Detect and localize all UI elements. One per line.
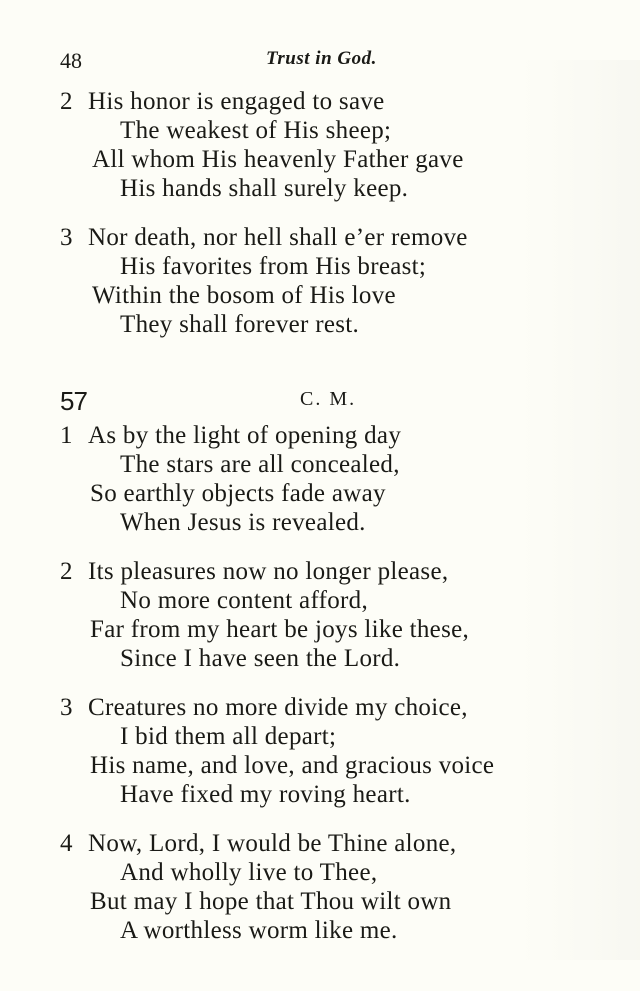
verse-line: Within the bosom of His love	[92, 282, 396, 309]
verse-number: 1	[60, 422, 73, 449]
hymn-number: 57	[60, 386, 87, 416]
verse-line-text: Nor death, nor hell shall e’er remove	[88, 224, 468, 251]
verse-number: 2	[60, 88, 73, 115]
verse-number: 4	[60, 830, 73, 857]
bleed-through-shading	[520, 60, 640, 960]
verse-line: His name, and love, and gracious voice	[90, 752, 495, 779]
verse-line-text: His honor is engaged to save	[88, 88, 385, 115]
verse-line: All whom His heavenly Father gave	[92, 146, 464, 173]
verse-line-text: Creatures no more divide my choice,	[88, 694, 468, 721]
verse-line: His hands shall surely keep.	[120, 175, 409, 202]
verse-line: Since I have seen the Lord.	[120, 645, 401, 672]
verse-line: A worthless worm like me.	[120, 917, 398, 944]
verse-line: No more content afford,	[120, 587, 369, 614]
verse-number: 2	[60, 558, 73, 585]
verse-line: And wholly live to Thee,	[120, 859, 378, 886]
verse-line: Far from my heart be joys like these,	[90, 616, 470, 643]
verse-line: The stars are all concealed,	[120, 451, 400, 478]
verse-line-text: Now, Lord, I would be Thine alone,	[88, 830, 457, 857]
verse-line: His favorites from His breast;	[120, 253, 427, 280]
hymn-meter: C. M.	[300, 388, 357, 410]
verse-line: Have fixed my roving heart.	[120, 781, 411, 808]
verse-line-text: Its pleasures now no longer please,	[88, 558, 449, 585]
verse-line: But may I hope that Thou wilt own	[90, 888, 452, 915]
verse-line	[60, 558, 448, 586]
verse-line	[60, 422, 401, 450]
page-number: 48	[60, 48, 82, 73]
verse-number: 3	[60, 224, 73, 251]
verse-line: The weakest of His sheep;	[120, 117, 392, 144]
verse-number: 3	[60, 694, 73, 721]
verse-line: I bid them all depart;	[120, 723, 337, 750]
running-title: Trust in God.	[266, 48, 377, 69]
verse-line-text: As by the light of opening day	[88, 422, 402, 449]
verse-line	[60, 694, 468, 722]
verse-line: They shall forever rest.	[120, 311, 360, 338]
verse-line: So earthly objects fade away	[90, 480, 386, 507]
verse-line: When Jesus is revealed.	[120, 509, 366, 536]
verse-line	[60, 224, 468, 252]
verse-line	[60, 830, 456, 858]
verse-line	[60, 88, 385, 116]
running-head	[60, 48, 420, 76]
